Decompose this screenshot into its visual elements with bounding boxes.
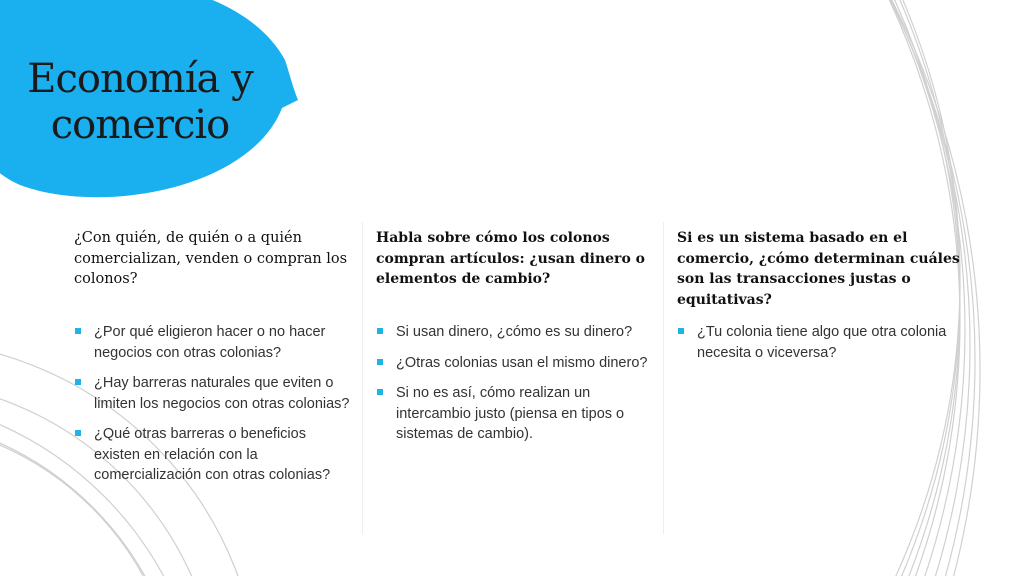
- column-trade-partners: [74, 228, 354, 496]
- list-item: [677, 322, 962, 363]
- list-item: [376, 322, 656, 343]
- square-bullet-icon: [75, 379, 81, 385]
- list-item: [74, 424, 354, 486]
- column-fair-trade: [677, 228, 962, 373]
- square-bullet-icon: [377, 359, 383, 365]
- square-bullet-icon: [678, 328, 684, 334]
- column-heading: Habla sobre cómo los colonos compran artículos: ¿usan dinero o elementos de cambio?: [376, 230, 645, 287]
- list-item-text: ¿Hay barreras naturales que eviten o limiten los negocios con otras colonias?: [94, 375, 350, 412]
- list-item-text: ¿Otras colonias usan el mismo dinero?: [396, 354, 648, 371]
- column-heading: Si es un sistema basado en el comercio, ¿cómo determinan cuáles son las transacciones justas o equitativas?: [677, 230, 960, 308]
- title-line-2: comercio: [50, 102, 230, 148]
- bullet-list: [74, 322, 354, 486]
- list-item: [74, 373, 354, 414]
- column-heading: ¿Con quién, de quién o a quién comercializan, venden o compran los colonos?: [74, 230, 348, 287]
- list-item: [376, 383, 656, 445]
- list-item-text: ¿Tu colonia tiene algo que otra colonia necesita o viceversa?: [697, 324, 947, 361]
- slide-title: [20, 56, 260, 148]
- title-line-1: Economía y: [27, 56, 253, 102]
- bullet-list: [376, 322, 656, 445]
- column-divider: [362, 222, 363, 534]
- square-bullet-icon: [377, 328, 383, 334]
- list-item-text: ¿Por qué eligieron hacer o no hacer negocios con otras colonias?: [94, 324, 326, 361]
- list-item: [376, 353, 656, 374]
- list-item-text: ¿Qué otras barreras o beneficios existen en relación con la comercialización con otras colonias?: [94, 426, 331, 483]
- column-divider: [663, 222, 664, 534]
- square-bullet-icon: [377, 389, 383, 395]
- square-bullet-icon: [75, 328, 81, 334]
- bullet-list: [677, 322, 962, 363]
- square-bullet-icon: [75, 430, 81, 436]
- column-money: [376, 228, 656, 455]
- list-item: [74, 322, 354, 363]
- list-item-text: Si usan dinero, ¿cómo es su dinero?: [396, 324, 633, 340]
- list-item-text: Si no es así, cómo realizan un intercambio justo (piensa en tipos o sistemas de cambio).: [396, 385, 625, 442]
